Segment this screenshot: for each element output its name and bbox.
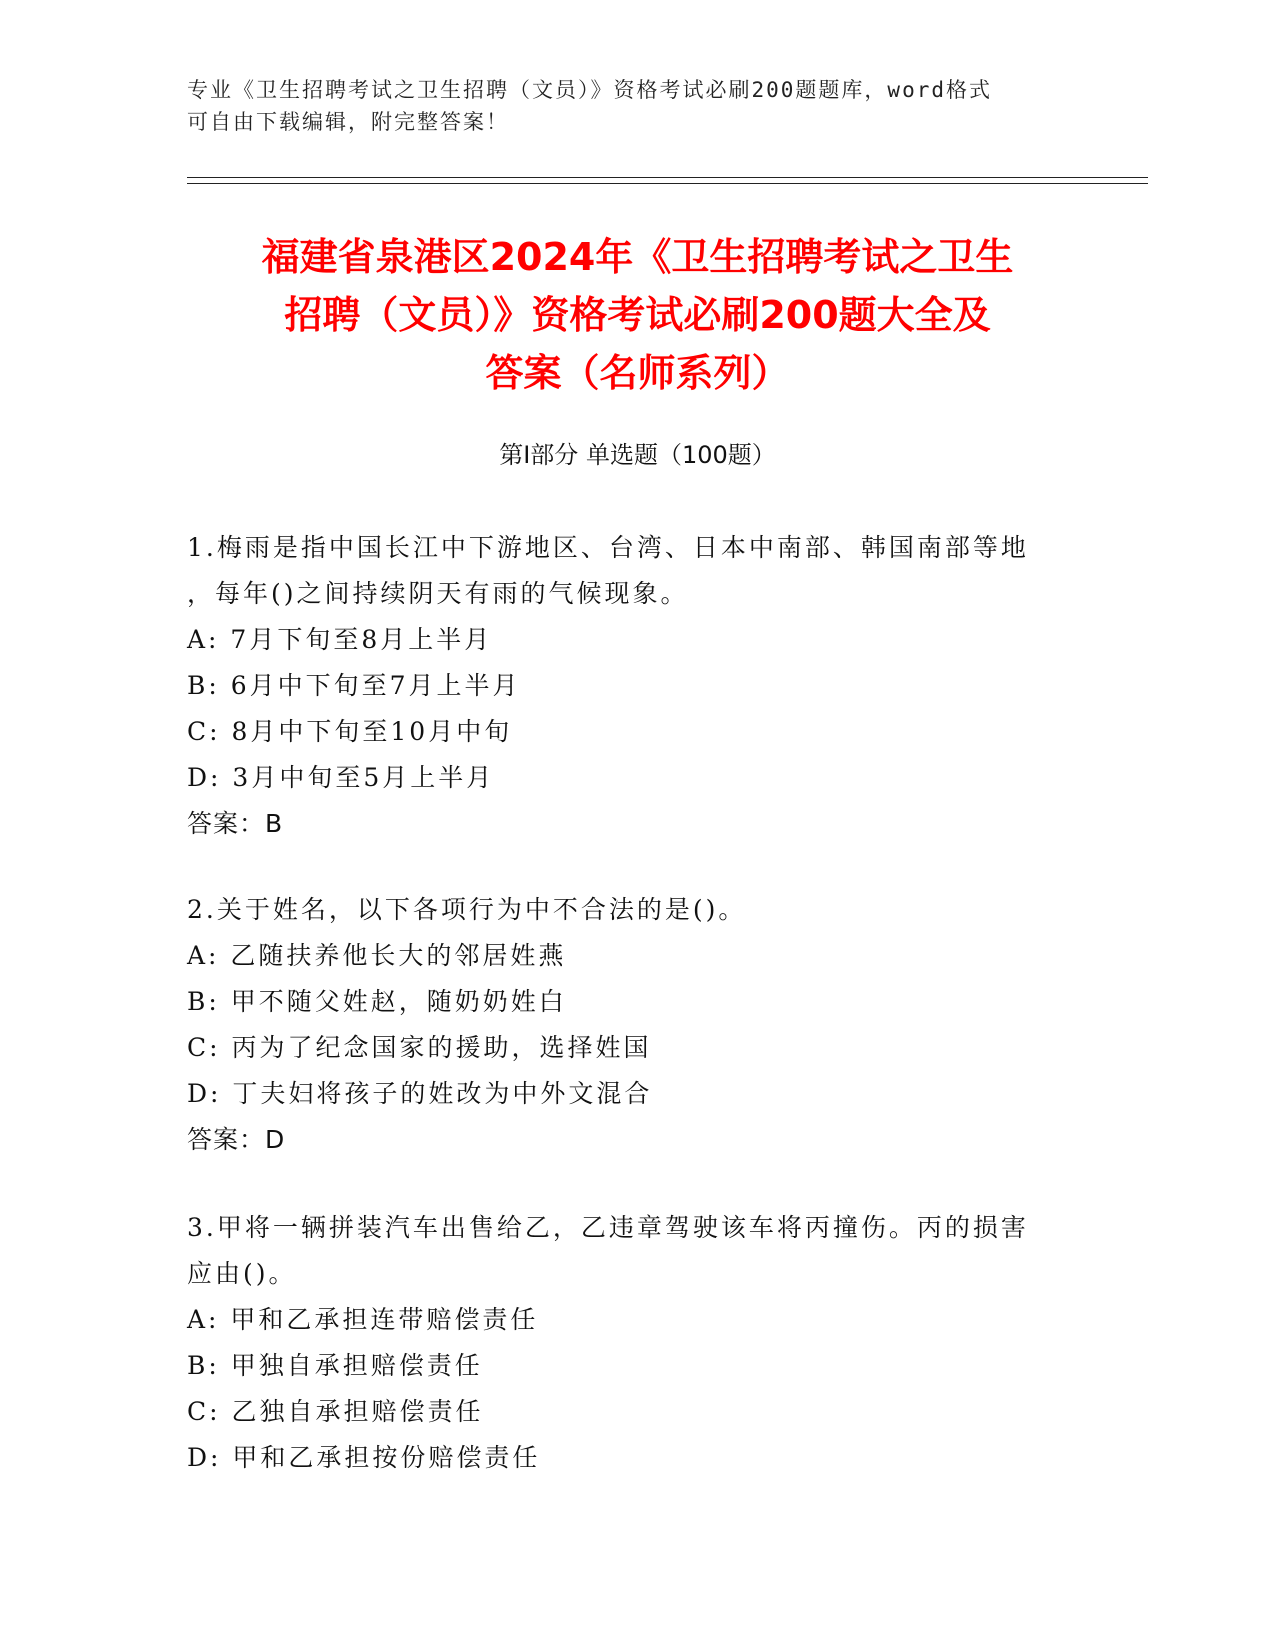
option-a: A: 7月下旬至8月上半月 <box>187 625 493 654</box>
question-stem: 3.甲将一辆拼装汽车出售给乙，乙违章驾驶该车将丙撞伤。丙的损害 <box>187 1213 1029 1242</box>
option-c: C: 8月中下旬至10月中旬 <box>187 717 513 746</box>
header-note <box>187 74 1077 138</box>
option-b: B: 甲不随父姓赵，随奶奶姓白 <box>187 987 567 1016</box>
option-a: A: 甲和乙承担连带赔偿责任 <box>187 1305 539 1334</box>
header-divider <box>187 183 1148 184</box>
question-3 <box>187 1205 1087 1481</box>
option-d: D: 丁夫妇将孩子的姓改为中外文混合 <box>187 1079 653 1108</box>
option-b: B: 甲独自承担赔偿责任 <box>187 1351 483 1380</box>
question-2 <box>187 887 1087 1163</box>
header-note-line: 专业《卫生招聘考试之卫生招聘（文员）》资格考试必刷200题题库，word格式 <box>187 78 992 102</box>
option-c: C: 乙独自承担赔偿责任 <box>187 1397 484 1426</box>
question-1 <box>187 525 1087 847</box>
title-line: 招聘（文员）》资格考试必刷200题大全及 <box>284 293 991 337</box>
document-title <box>170 228 1105 402</box>
question-stem: 应由()。 <box>187 1259 297 1288</box>
option-b: B: 6月中下旬至7月上半月 <box>187 671 521 700</box>
answer: 答案：B <box>187 809 284 838</box>
option-c: C: 丙为了纪念国家的援助，选择姓国 <box>187 1033 652 1062</box>
answer: 答案：D <box>187 1125 286 1154</box>
question-stem: ，每年()之间持续阴天有雨的气候现象。 <box>187 579 689 608</box>
header-note-line: 可自由下载编辑，附完整答案！ <box>187 110 509 134</box>
header-divider <box>187 177 1148 178</box>
option-d: D: 3月中旬至5月上半月 <box>187 763 495 792</box>
section-title: 第Ⅰ部分 单选题（100题） <box>499 441 776 469</box>
option-d: D: 甲和乙承担按份赔偿责任 <box>187 1443 541 1472</box>
title-line: 答案（名师系列） <box>485 351 790 395</box>
option-a: A: 乙随扶养他长大的邻居姓燕 <box>187 941 567 970</box>
question-stem: 1.梅雨是指中国长江中下游地区、台湾、日本中南部、韩国南部等地 <box>187 533 1029 562</box>
title-line: 福建省泉港区2024年《卫生招聘考试之卫生 <box>261 235 1014 279</box>
question-stem: 2.关于姓名，以下各项行为中不合法的是()。 <box>187 895 747 924</box>
